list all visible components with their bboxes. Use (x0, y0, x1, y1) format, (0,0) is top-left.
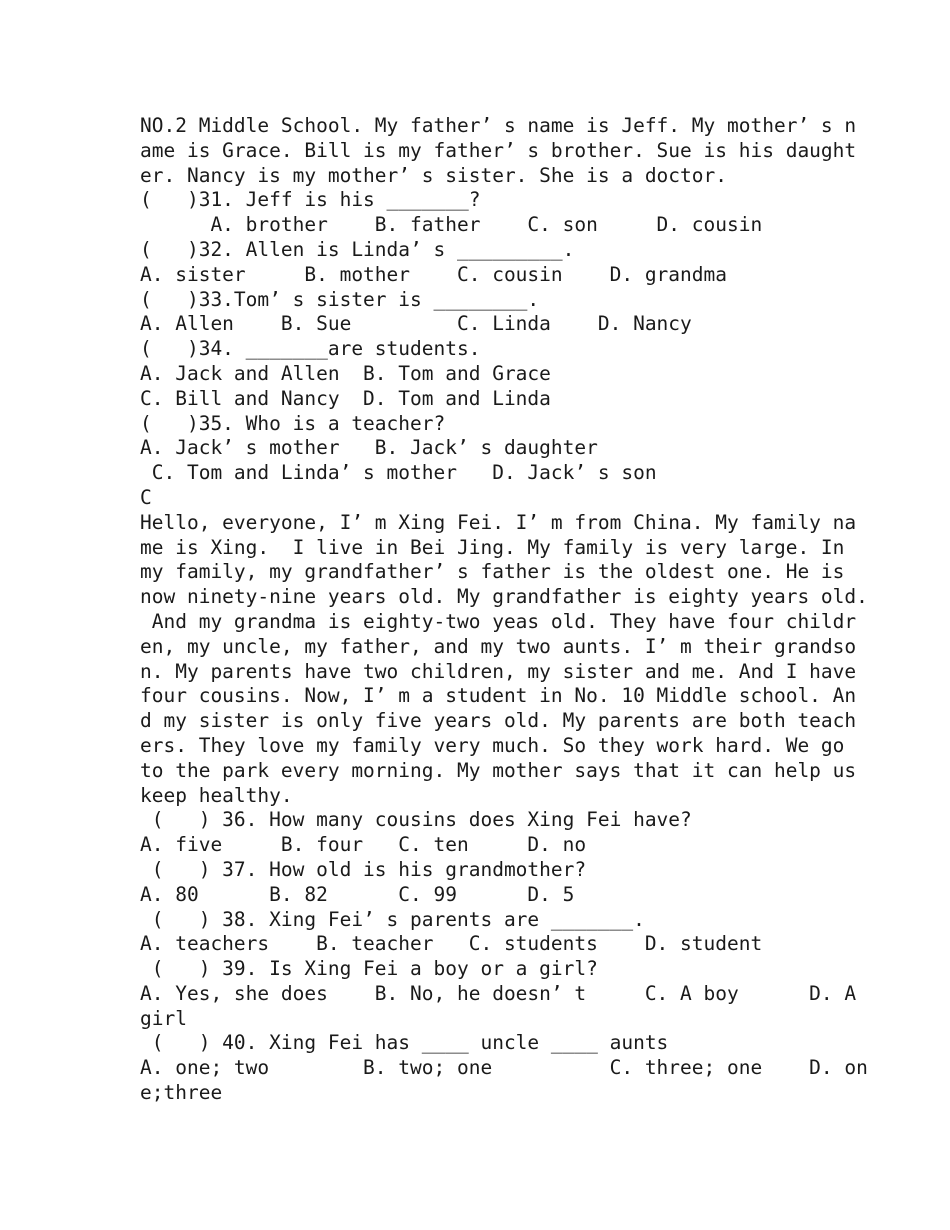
text-line: A. teachers B. teacher C. students D. student (140, 932, 763, 956)
text-line: C (140, 485, 152, 509)
text-line: ( ) 39. Is Xing Fei a boy or a girl? (140, 957, 598, 981)
text-line: A. one; two B. two; one C. three; one D. on (140, 1056, 868, 1080)
text-line: ( )34. _______are students. (140, 337, 481, 361)
text-line: er. Nancy is my mother’ s sister. She is a doctor. (140, 163, 727, 187)
text-line: keep healthy. (140, 783, 293, 807)
text-line: A. five B. four C. ten D. no (140, 833, 587, 857)
text-line: me is Xing. I live in Bei Jing. My family is very large. In (140, 535, 845, 559)
text-line: A. Jack’ s mother B. Jack’ s daughter (140, 436, 598, 460)
text-line: NO.2 Middle School. My father’ s name is Jeff. My mother’ s n (140, 114, 857, 137)
text-line: d my sister is only five years old. My parents are both teach (140, 709, 857, 733)
text-line: A. sister B. mother C. cousin D. grandma (140, 262, 727, 286)
text-line: ( ) 40. Xing Fei has ____ uncle ____ aunts (140, 1031, 669, 1055)
text-line: ( )33.Tom’ s sister is ________. (140, 287, 540, 311)
text-line: girl (140, 1006, 187, 1030)
text-line: A. 80 B. 82 C. 99 D. 5 (140, 882, 575, 906)
text-line: my family, my grandfather’ s father is the oldest one. He is (140, 560, 845, 584)
text-line: A. Jack and Allen B. Tom and Grace (140, 361, 551, 385)
text-line: A. brother B. father C. son D. cousin (140, 213, 763, 237)
text-line: ( ) 36. How many cousins does Xing Fei have? (140, 808, 692, 832)
text-line: C. Bill and Nancy D. Tom and Linda (140, 386, 551, 410)
text-line: A. Yes, she does B. No, he doesn’ t C. A boy D. A (140, 981, 857, 1005)
text-line: And my grandma is eighty-two yeas old. They have four childr (140, 609, 857, 633)
text-line: e;three (140, 1081, 223, 1105)
text-line: ers. They love my family very much. So they work hard. We go (140, 733, 845, 757)
text-line: now ninety-nine years old. My grandfather is eighty years old. (140, 585, 868, 609)
text-line: ( ) 37. How old is his grandmother? (140, 857, 587, 881)
document-page (140, 114, 868, 1106)
text-line: to the park every morning. My mother says that it can help us (140, 758, 857, 782)
text-line: ( )35. Who is a teacher? (140, 411, 446, 435)
text-line: ( ) 38. Xing Fei’ s parents are _______. (140, 907, 645, 931)
text-line: Hello, everyone, I’ m Xing Fei. I’ m from China. My family na (140, 510, 857, 534)
text-line: C. Tom and Linda’ s mother D. Jack’ s son (140, 461, 657, 485)
text-line: ( )32. Allen is Linda’ s _________. (140, 237, 575, 261)
text-line: ( )31. Jeff is his _______? (140, 188, 481, 212)
text-line: en, my uncle, my father, and my two aunts. I’ m their grandso (140, 634, 857, 658)
text-line: n. My parents have two children, my sister and me. And I have (140, 659, 857, 683)
text-line: four cousins. Now, I’ m a student in No. 10 Middle school. An (140, 684, 857, 708)
text-line: A. Allen B. Sue C. Linda D. Nancy (140, 312, 692, 336)
text-line: ame is Grace. Bill is my father’ s brother. Sue is his daught (140, 138, 857, 162)
